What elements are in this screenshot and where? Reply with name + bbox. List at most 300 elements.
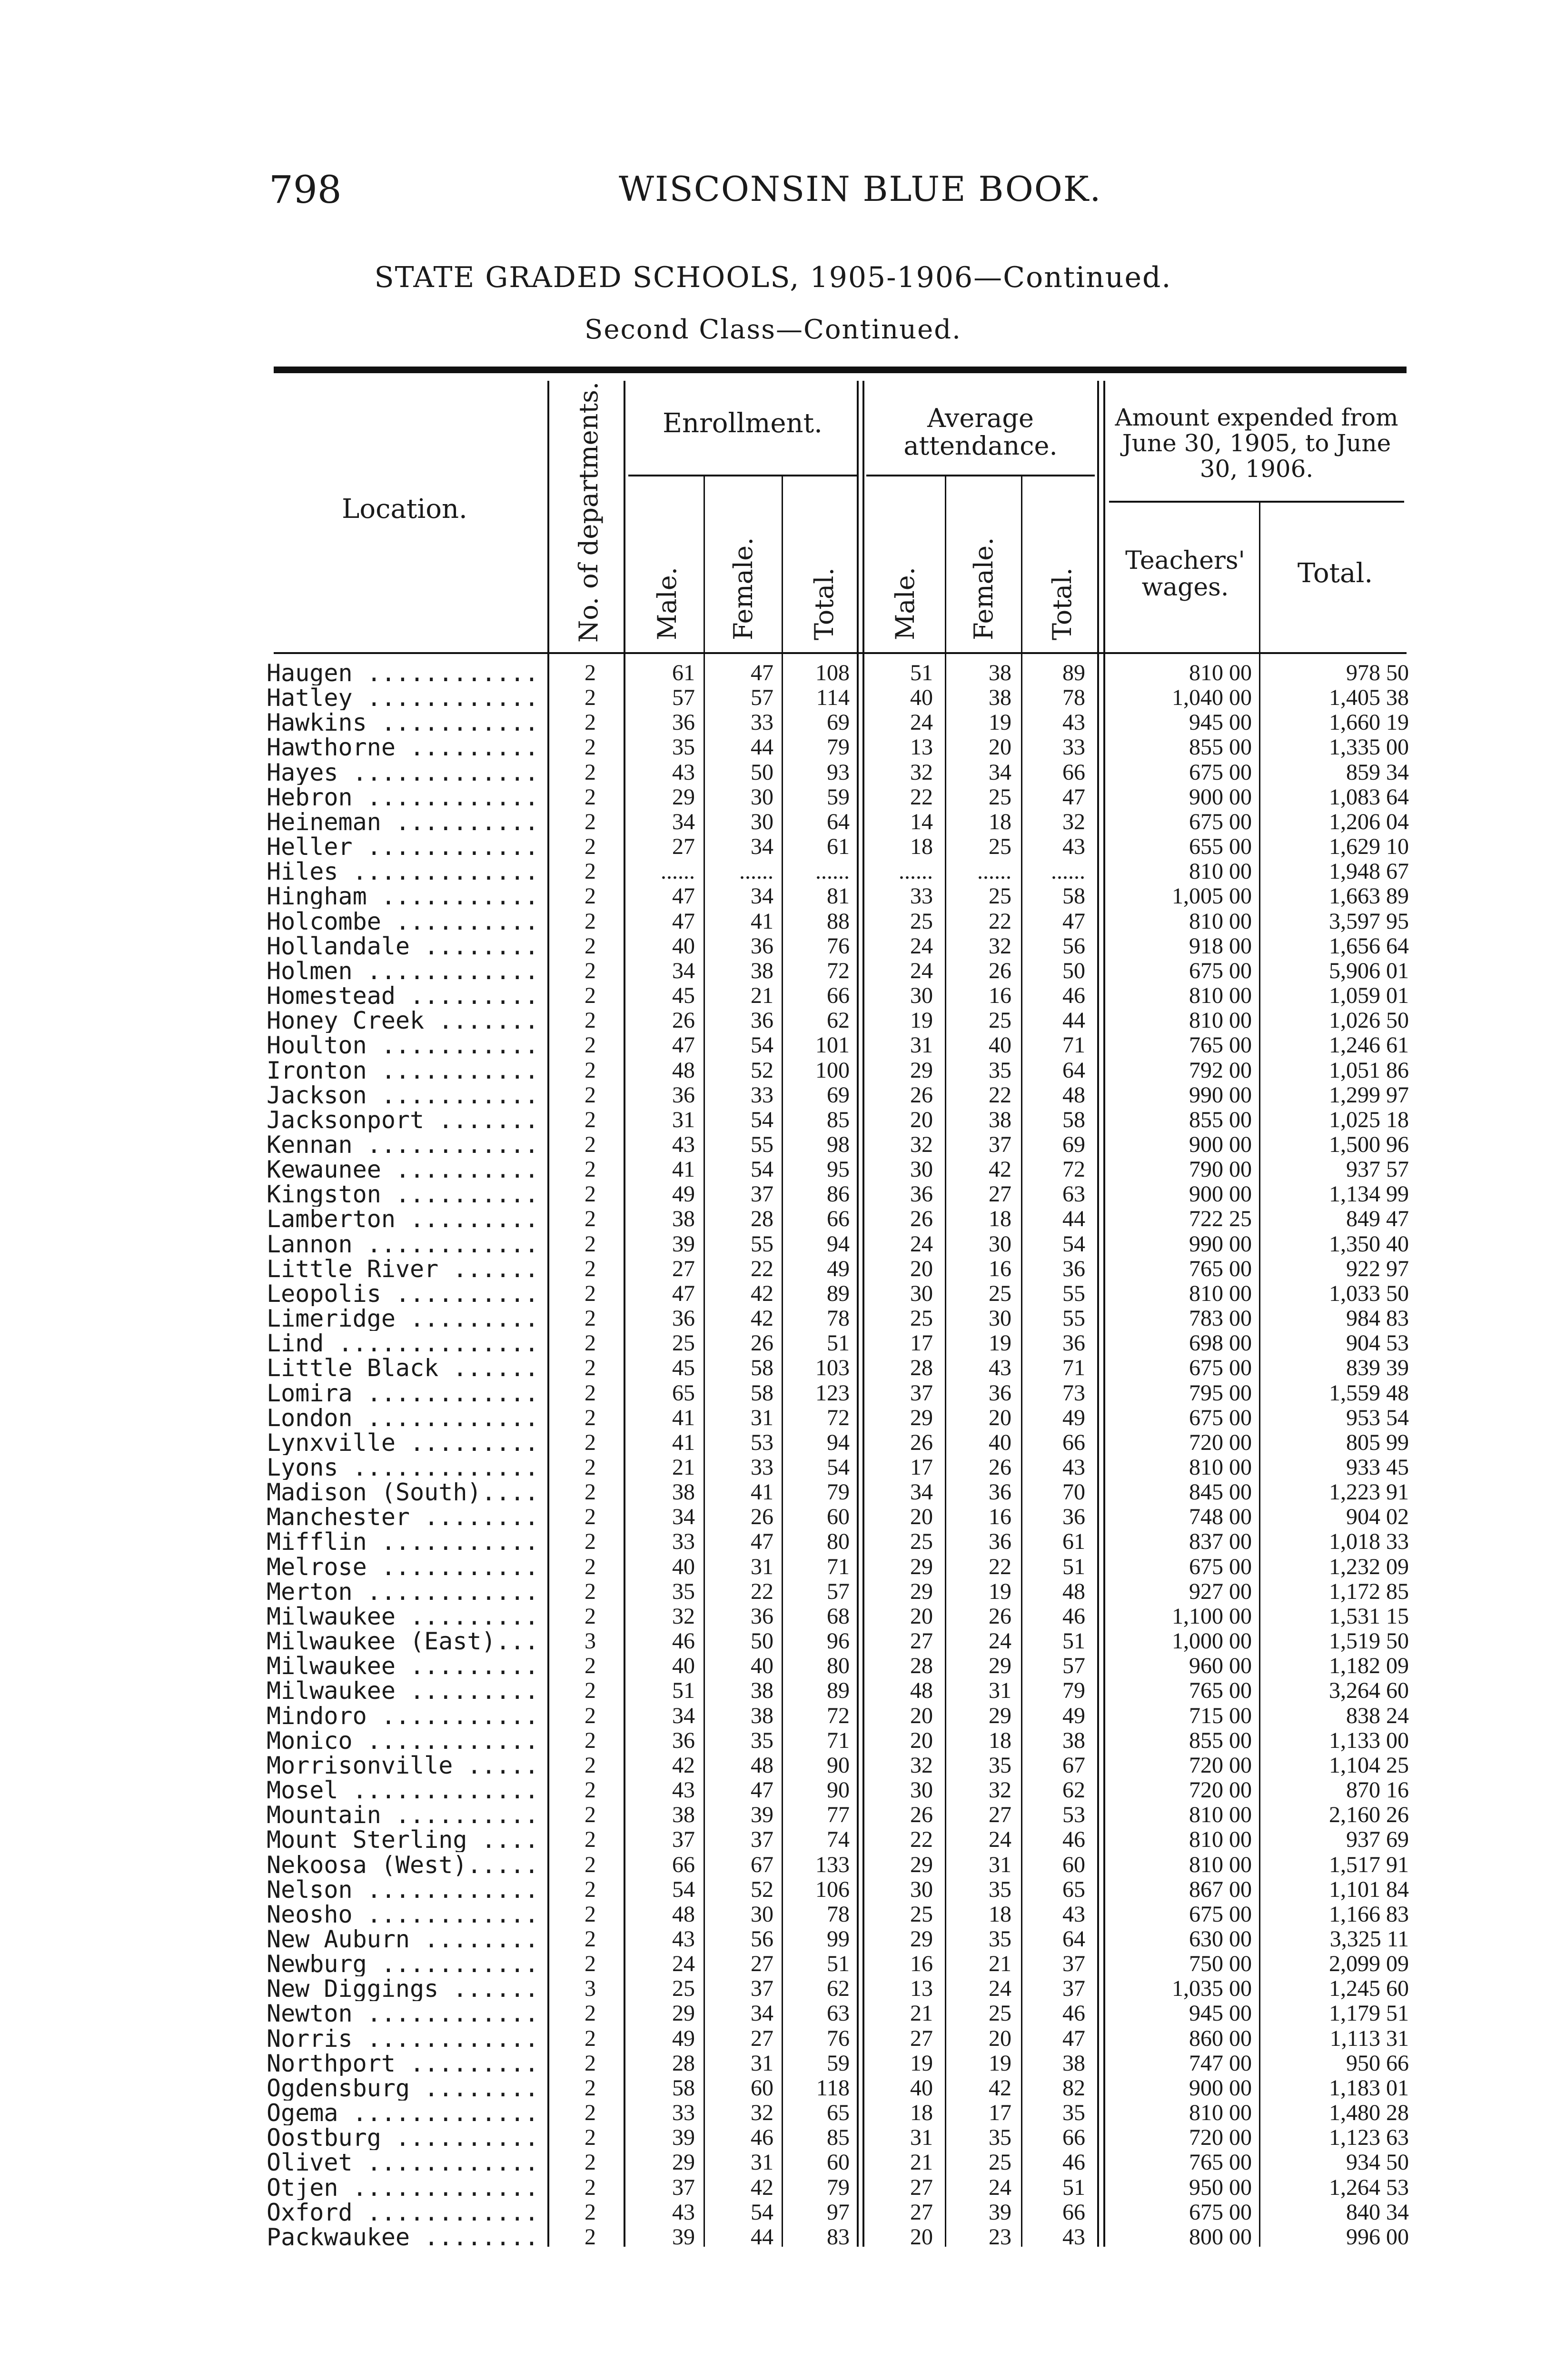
departments-cell: 2 — [585, 660, 596, 685]
teachers-wages-cell: 722 25 — [1189, 1206, 1252, 1232]
table-row — [0, 661, 1546, 685]
table-row — [0, 1257, 1546, 1281]
teachers-wages-cell: 810 00 — [1189, 1802, 1252, 1828]
enroll-total-cell: 77 — [827, 1802, 850, 1828]
enroll-total-cell: 57 — [827, 1578, 850, 1604]
attend-total-cell: 49 — [1062, 1405, 1085, 1430]
enroll-male-cell: 45 — [672, 983, 695, 1009]
enroll-total-cell: 96 — [827, 1628, 850, 1654]
enroll-female-cell: 50 — [751, 1628, 773, 1654]
attend-total-cell: 37 — [1062, 1951, 1085, 1977]
teachers-wages-cell: 698 00 — [1189, 1330, 1252, 1356]
attend-total-cell: 71 — [1062, 1032, 1085, 1058]
enroll-female-cell: 54 — [751, 1032, 773, 1058]
table-row — [0, 1579, 1546, 1604]
enroll-total-cell: 76 — [827, 933, 850, 959]
location-cell: Morrisonville ..... — [267, 1753, 539, 1778]
attend-female-cell: 26 — [989, 1603, 1011, 1629]
teachers-wages-cell: 795 00 — [1189, 1380, 1252, 1406]
table-body — [0, 661, 1546, 2250]
enroll-male-cell: 45 — [672, 1355, 695, 1381]
attend-total-cell: 66 — [1062, 1429, 1085, 1455]
attend-total-cell: 43 — [1062, 1901, 1085, 1927]
amount-total-cell: 1,123 63 — [1329, 2125, 1409, 2151]
table-row — [0, 1381, 1546, 1406]
table-row — [0, 710, 1546, 735]
table-row — [0, 1356, 1546, 1380]
teachers-wages-cell: 810 00 — [1189, 2100, 1252, 2126]
location-cell: Little Black ...... — [267, 1356, 539, 1381]
table-row — [0, 1108, 1546, 1132]
amount-total-cell: 1,663 89 — [1329, 883, 1409, 909]
teachers-wages-cell: 855 00 — [1189, 1107, 1252, 1132]
departments-cell: 2 — [585, 2100, 596, 2126]
amount-total-cell: 839 39 — [1346, 1355, 1409, 1381]
departments-cell: 2 — [585, 1306, 596, 1331]
location-cell: Hiles ............. — [267, 859, 539, 884]
enroll-female-cell: 31 — [751, 1405, 773, 1430]
attend-male-cell: 36 — [910, 1181, 933, 1207]
enroll-male-cell: 51 — [672, 1678, 695, 1704]
amount-total-cell: 1,350 40 — [1329, 1231, 1409, 1257]
enroll-female-cell: 27 — [751, 1951, 773, 1977]
enroll-total-cell: 51 — [827, 1951, 850, 1977]
table-row — [0, 1058, 1546, 1083]
departments-cell: 2 — [585, 1008, 596, 1033]
attend-male-cell: 24 — [910, 933, 933, 959]
departments-cell: 2 — [585, 1330, 596, 1356]
enroll-total-cell: 86 — [827, 1181, 850, 1207]
enroll-total-cell: 80 — [827, 1529, 850, 1555]
page-number: 798 — [269, 168, 342, 212]
attend-female-cell: 17 — [989, 2100, 1011, 2126]
location-cell: Lind .............. — [267, 1331, 539, 1356]
enroll-total-cell: 78 — [827, 1901, 850, 1927]
departments-cell: 2 — [585, 983, 596, 1009]
amount-total-cell: 870 16 — [1346, 1777, 1409, 1803]
enroll-female-cell: 34 — [751, 883, 773, 909]
location-cell: Heller ............ — [267, 834, 539, 860]
attend-male-cell: 25 — [910, 1306, 933, 1331]
departments-cell: 2 — [585, 1107, 596, 1132]
teachers-wages-cell: 765 00 — [1189, 1256, 1252, 1281]
enroll-male-cell: 39 — [672, 2224, 695, 2250]
attend-total-cell: 44 — [1062, 1008, 1085, 1033]
teachers-wages-cell: 675 00 — [1189, 1355, 1252, 1381]
teachers-wages-cell: 720 00 — [1189, 1777, 1252, 1803]
attend-male-cell: 20 — [910, 1703, 933, 1728]
attend-male-cell: 22 — [910, 1827, 933, 1853]
teachers-wages-cell: 715 00 — [1189, 1703, 1252, 1728]
attend-total-cell: 46 — [1062, 1827, 1085, 1853]
location-cell: Merton ............ — [267, 1579, 539, 1604]
enroll-female-cell: 54 — [751, 2199, 773, 2225]
attend-female-cell: 35 — [989, 1926, 1011, 1952]
enroll-female-cell: 31 — [751, 2150, 773, 2175]
enroll-total-cell: 99 — [827, 1926, 850, 1952]
attend-total-cell: 60 — [1062, 1852, 1085, 1877]
location-cell: Ogema ............. — [267, 2101, 539, 2126]
departments-cell: 2 — [585, 1827, 596, 1853]
attend-female-cell: 19 — [989, 1330, 1011, 1356]
location-cell: Hawkins ........... — [267, 710, 539, 735]
departments-cell: 2 — [585, 1802, 596, 1828]
departments-cell: 2 — [585, 809, 596, 834]
table-row — [0, 1157, 1546, 1182]
enroll-total-cell: 63 — [827, 2001, 850, 2026]
departments-cell: 2 — [585, 1181, 596, 1207]
location-cell: Ogdensburg ........ — [267, 2075, 539, 2101]
attend-total-cell: 43 — [1062, 834, 1085, 860]
teachers-wages-cell: 750 00 — [1189, 1951, 1252, 1977]
location-cell: Leopolis .......... — [267, 1281, 539, 1306]
attend-male-cell: 20 — [910, 2224, 933, 2250]
location-cell: Holmen ............ — [267, 958, 539, 983]
attend-male-cell: 30 — [910, 983, 933, 1009]
enroll-male-cell: 38 — [672, 1206, 695, 1232]
enroll-female-cell: 42 — [751, 1306, 773, 1331]
teachers-wages-cell: 810 00 — [1189, 1008, 1252, 1033]
enroll-male-cell: 26 — [672, 1008, 695, 1033]
enroll-male-cell: 38 — [672, 1479, 695, 1505]
amount-total-cell: 1,113 31 — [1329, 2025, 1409, 2051]
amount-total-cell: 996 00 — [1346, 2224, 1409, 2250]
table-row — [0, 1182, 1546, 1207]
table-row — [0, 1480, 1546, 1505]
enroll-male-cell: 38 — [672, 1802, 695, 1828]
attend-total-cell: 47 — [1062, 784, 1085, 810]
table-row — [0, 2101, 1546, 2125]
teachers-wages-cell: 900 00 — [1189, 784, 1252, 810]
teachers-wages-cell: 748 00 — [1189, 1504, 1252, 1530]
attend-male-cell: 16 — [910, 1951, 933, 1977]
amount-total-cell: 849 47 — [1346, 1206, 1409, 1232]
enroll-male-cell: 33 — [672, 1529, 695, 1555]
enroll-male-cell: 43 — [672, 1777, 695, 1803]
table-row — [0, 1455, 1546, 1480]
attend-male-cell: 27 — [910, 2174, 933, 2200]
table-row — [0, 934, 1546, 959]
attend-female-cell: 25 — [989, 784, 1011, 810]
enroll-female-cell: 38 — [751, 1678, 773, 1704]
enroll-female-cell: ...... — [739, 859, 773, 884]
amount-total-cell: 1,179 51 — [1329, 2001, 1409, 2026]
amount-total-cell: 933 45 — [1346, 1455, 1409, 1480]
table-row — [0, 2175, 1546, 2200]
attend-total-cell: 73 — [1062, 1380, 1085, 1406]
table-row — [0, 959, 1546, 983]
departments-cell: 2 — [585, 1529, 596, 1555]
location-cell: Milwaukee (East)... — [267, 1629, 539, 1654]
attend-male-cell: 24 — [910, 958, 933, 983]
attend-male-cell: 29 — [910, 1554, 933, 1579]
enroll-male-cell: 40 — [672, 1554, 695, 1579]
attend-male-cell: 29 — [910, 1926, 933, 1952]
departments-cell: 2 — [585, 1653, 596, 1679]
departments-cell: 2 — [585, 2125, 596, 2151]
attend-female-cell: 21 — [989, 1951, 1011, 1977]
attend-female-cell: 30 — [989, 1231, 1011, 1257]
attend-male-cell: 24 — [910, 1231, 933, 1257]
attend-female-cell: 18 — [989, 1206, 1011, 1232]
enroll-female-cell: 34 — [751, 2001, 773, 2026]
amount-total-cell: 1,134 99 — [1329, 1181, 1409, 1207]
enroll-male-cell: 47 — [672, 1032, 695, 1058]
enroll-male-cell: 34 — [672, 809, 695, 834]
enroll-female-cell: 47 — [751, 1529, 773, 1555]
table-row — [0, 1902, 1546, 1927]
departments-cell: 2 — [585, 1280, 596, 1306]
enroll-male-cell: 54 — [672, 1876, 695, 1902]
enroll-male-cell: 48 — [672, 1057, 695, 1083]
location-cell: Otjen ............. — [267, 2175, 539, 2200]
attend-female-cell: 42 — [989, 1157, 1011, 1182]
location-cell: Lamberton ......... — [267, 1207, 539, 1232]
enroll-total-cell: 89 — [827, 1280, 850, 1306]
enroll-female-cell: 30 — [751, 784, 773, 810]
teachers-wages-cell: 675 00 — [1189, 809, 1252, 834]
enroll-female-cell: 35 — [751, 1727, 773, 1753]
departments-cell: 2 — [585, 1554, 596, 1579]
table-row — [0, 2001, 1546, 2026]
attend-male-cell: 19 — [910, 1008, 933, 1033]
attend-female-cell: 16 — [989, 1504, 1011, 1530]
departments-cell: 2 — [585, 1926, 596, 1952]
table-row — [0, 1406, 1546, 1430]
attend-female-cell: 22 — [989, 1554, 1011, 1579]
location-cell: Northport ......... — [267, 2051, 539, 2076]
teachers-wages-cell: 990 00 — [1189, 1231, 1252, 1257]
enroll-male-cell: 40 — [672, 933, 695, 959]
attend-total-cell: ...... — [1051, 859, 1085, 884]
table-row — [0, 2150, 1546, 2175]
teachers-wages-cell: 950 00 — [1189, 2174, 1252, 2200]
attend-male-cell: 19 — [910, 2050, 933, 2076]
attend-total-cell: 66 — [1062, 2199, 1085, 2225]
enroll-female-cell: 44 — [751, 2224, 773, 2250]
table-row — [0, 735, 1546, 760]
location-cell: Jackson ........... — [267, 1082, 539, 1108]
departments-cell: 2 — [585, 1256, 596, 1281]
attend-female-cell: 40 — [989, 1032, 1011, 1058]
attend-total-cell: 46 — [1062, 2001, 1085, 2026]
enroll-female-cell: 22 — [751, 1578, 773, 1604]
teachers-wages-cell: 792 00 — [1189, 1057, 1252, 1083]
table-row — [0, 1654, 1546, 1678]
location-cell: Lannon ............ — [267, 1231, 539, 1257]
enroll-total-cell: 118 — [816, 2075, 850, 2101]
departments-cell: 2 — [585, 834, 596, 860]
enroll-male-cell: 43 — [672, 1926, 695, 1952]
attend-female-cell: 16 — [989, 1256, 1011, 1281]
teachers-wages-cell: 860 00 — [1189, 2025, 1252, 2051]
teachers-wages-cell: 810 00 — [1189, 1827, 1252, 1853]
table-row — [0, 685, 1546, 710]
location-cell: Mifflin ........... — [267, 1529, 539, 1555]
departments-cell: 2 — [585, 1231, 596, 1257]
location-cell: Mount Sterling .... — [267, 1827, 539, 1853]
table-row — [0, 1008, 1546, 1033]
location-cell: Milwaukee ......... — [267, 1604, 539, 1629]
attend-total-cell: 70 — [1062, 1479, 1085, 1505]
departments-cell: 3 — [585, 1628, 596, 1654]
location-cell: Norris ............ — [267, 2026, 539, 2051]
table-row — [0, 1207, 1546, 1231]
enroll-male-cell: 37 — [672, 2174, 695, 2200]
enroll-total-cell: 108 — [815, 660, 850, 685]
enroll-total-cell: 79 — [827, 734, 850, 760]
departments-cell: 2 — [585, 1455, 596, 1480]
attend-male-cell: 29 — [910, 1405, 933, 1430]
enroll-total-cell: 51 — [827, 1330, 850, 1356]
teachers-wages-cell: 630 00 — [1189, 1926, 1252, 1952]
enroll-male-cell: 39 — [672, 2125, 695, 2151]
attend-total-cell: 51 — [1062, 1628, 1085, 1654]
table-row — [0, 1778, 1546, 1803]
enroll-total-cell: 89 — [827, 1678, 850, 1704]
attend-male-cell: 27 — [910, 1628, 933, 1654]
header-enroll-male: Male. — [652, 567, 682, 640]
enroll-total-cell: 68 — [827, 1603, 850, 1629]
enroll-male-cell: 35 — [672, 734, 695, 760]
attend-female-cell: 25 — [989, 883, 1011, 909]
header-attend-male: Male. — [890, 567, 920, 640]
amount-total-cell: 1,948 67 — [1329, 859, 1409, 884]
attend-total-cell: 78 — [1062, 685, 1085, 711]
header-enroll-female: Female. — [728, 537, 758, 640]
attend-male-cell: 40 — [910, 685, 933, 711]
teachers-wages-cell: 655 00 — [1189, 834, 1252, 860]
departments-cell: 2 — [585, 1951, 596, 1977]
table-row — [0, 2200, 1546, 2225]
departments-cell: 2 — [585, 685, 596, 711]
teachers-wages-cell: 918 00 — [1189, 933, 1252, 959]
amount-total-cell: 1,104 25 — [1329, 1752, 1409, 1778]
attend-total-cell: 55 — [1062, 1306, 1085, 1331]
enroll-female-cell: 30 — [751, 1901, 773, 1927]
enroll-total-cell: 88 — [827, 908, 850, 934]
enroll-total-cell: 90 — [827, 1752, 850, 1778]
enroll-male-cell: 34 — [672, 958, 695, 983]
attend-total-cell: 48 — [1062, 1082, 1085, 1108]
location-cell: Hollandale ........ — [267, 933, 539, 959]
amount-total-cell: 922 97 — [1346, 1256, 1409, 1281]
departments-cell: 2 — [585, 2025, 596, 2051]
attend-total-cell: 82 — [1062, 2075, 1085, 2101]
enroll-total-cell: 79 — [827, 2174, 850, 2200]
attend-total-cell: 72 — [1062, 1157, 1085, 1182]
table-row — [0, 1853, 1546, 1877]
attend-total-cell: 33 — [1062, 734, 1085, 760]
attend-female-cell: 20 — [989, 2025, 1011, 2051]
location-cell: Hatley ............ — [267, 685, 539, 711]
location-cell: New Auburn ........ — [267, 1926, 539, 1952]
amount-total-cell: 859 34 — [1346, 759, 1409, 785]
enroll-total-cell: 76 — [827, 2025, 850, 2051]
enroll-total-cell: 80 — [827, 1653, 850, 1679]
enroll-female-cell: 30 — [751, 809, 773, 834]
attend-female-cell: 32 — [989, 1777, 1011, 1803]
amount-total-cell: 1,264 53 — [1329, 2174, 1409, 2200]
attend-female-cell: 42 — [989, 2075, 1011, 2101]
departments-cell: 2 — [585, 908, 596, 934]
amount-total-cell: 2,099 09 — [1329, 1951, 1409, 1977]
attend-female-cell: 38 — [989, 1107, 1011, 1132]
header-departments: No. of departments. — [574, 381, 604, 643]
location-cell: Limeridge ......... — [267, 1306, 539, 1331]
amount-total-cell: 904 53 — [1346, 1330, 1409, 1356]
attend-female-cell: 25 — [989, 1280, 1011, 1306]
amount-total-cell: 1,223 91 — [1329, 1479, 1409, 1505]
enroll-female-cell: 32 — [751, 2100, 773, 2126]
enroll-female-cell: 56 — [751, 1926, 773, 1952]
enroll-female-cell: 53 — [751, 1429, 773, 1455]
enroll-male-cell: 58 — [672, 2075, 695, 2101]
amount-total-cell: 1,183 01 — [1329, 2075, 1409, 2101]
attend-male-cell: 27 — [910, 2199, 933, 2225]
teachers-wages-cell: 945 00 — [1189, 710, 1252, 735]
attend-total-cell: 51 — [1062, 1554, 1085, 1579]
attend-male-cell: 28 — [910, 1355, 933, 1381]
location-cell: Newburg ........... — [267, 1952, 539, 1977]
location-cell: Nekoosa (West)..... — [267, 1852, 539, 1877]
location-cell: Hingham ........... — [267, 884, 539, 909]
header-attend-total: Total. — [1047, 567, 1077, 640]
attend-male-cell: 26 — [910, 1206, 933, 1232]
table-row — [0, 1430, 1546, 1455]
attend-total-cell: 63 — [1062, 1181, 1085, 1207]
enroll-male-cell: 35 — [672, 1578, 695, 1604]
attend-male-cell: 20 — [910, 1504, 933, 1530]
top-thick-rule — [274, 367, 1407, 373]
teachers-wages-cell: 837 00 — [1189, 1529, 1252, 1555]
enroll-total-cell: 133 — [815, 1852, 850, 1877]
enroll-total-cell: ...... — [815, 859, 850, 884]
amount-total-cell: 904 02 — [1346, 1504, 1409, 1530]
enroll-male-cell: ...... — [661, 859, 695, 884]
attend-total-cell: 49 — [1062, 1703, 1085, 1728]
enroll-male-cell: 29 — [672, 2150, 695, 2175]
enroll-total-cell: 103 — [815, 1355, 850, 1381]
teachers-wages-cell: 765 00 — [1189, 1032, 1252, 1058]
amount-total-cell: 1,033 50 — [1329, 1280, 1409, 1306]
teachers-wages-cell: 765 00 — [1189, 1678, 1252, 1704]
enroll-total-cell: 59 — [827, 784, 850, 810]
attend-female-cell: 36 — [989, 1479, 1011, 1505]
attend-female-cell: 25 — [989, 2001, 1011, 2026]
attend-male-cell: 26 — [910, 1429, 933, 1455]
enroll-total-cell: 65 — [827, 2100, 850, 2126]
departments-cell: 2 — [585, 933, 596, 959]
enroll-total-cell: 98 — [827, 1131, 850, 1157]
enroll-male-cell: 43 — [672, 2199, 695, 2225]
table-row — [0, 2051, 1546, 2076]
departments-cell: 2 — [585, 2001, 596, 2026]
table-row — [0, 1753, 1546, 1778]
attend-female-cell: 20 — [989, 734, 1011, 760]
location-cell: Neosho ............ — [267, 1902, 539, 1927]
location-cell: Holcombe .......... — [267, 909, 539, 934]
table-row — [0, 2225, 1546, 2250]
enroll-total-cell: 94 — [827, 1429, 850, 1455]
location-cell: Milwaukee ......... — [267, 1678, 539, 1704]
enroll-total-cell: 71 — [827, 1727, 850, 1753]
enroll-female-cell: 28 — [751, 1206, 773, 1232]
attend-female-cell: 19 — [989, 710, 1011, 735]
enroll-female-cell: 22 — [751, 1256, 773, 1281]
table-row — [0, 1083, 1546, 1108]
amount-total-cell: 1,559 48 — [1329, 1380, 1409, 1406]
